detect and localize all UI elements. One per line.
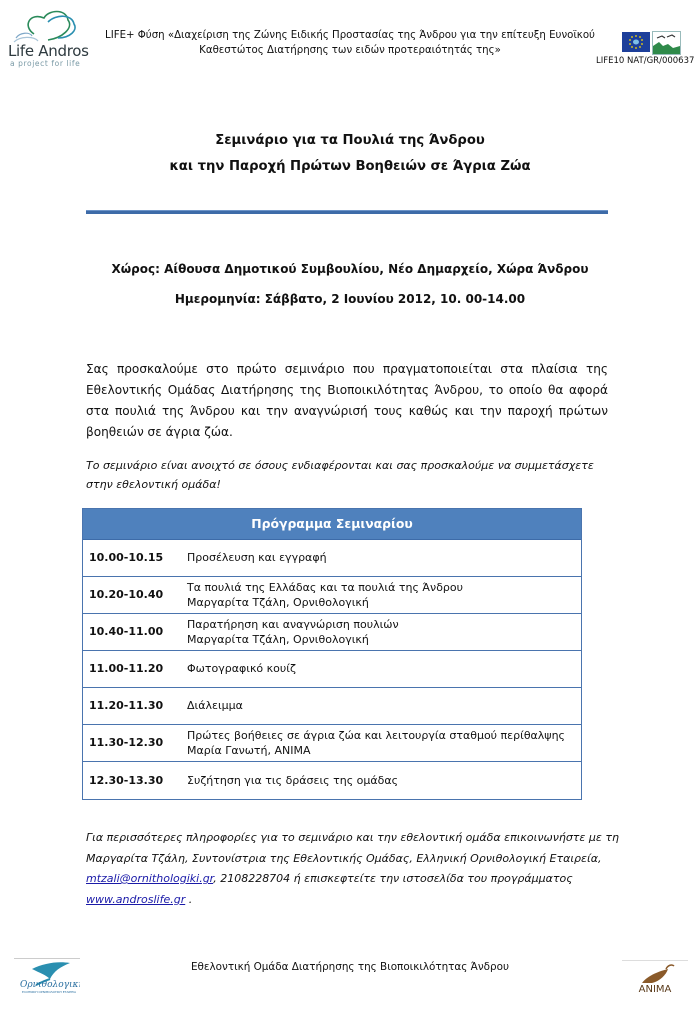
logo-tagline: a project for life: [10, 59, 81, 68]
program-activity: Πρώτες βοήθειες σε άγρια ζώα και λειτουργία σταθμού περίθαλψης: [187, 728, 565, 742]
title-line-1: Σεμινάριο για τα Πουλιά της Άνδρου: [215, 133, 485, 148]
program-description: [187, 728, 581, 759]
program-row: [83, 725, 581, 762]
logo-ornith-sub: ΕΛΛΗΝΙΚΗ ΟΡΝΙΘΟΛΟΓΙΚΗ ΕΤΑΙΡΕΙΑ: [22, 990, 77, 994]
eu-flag-icon: [622, 32, 650, 52]
website-link[interactable]: www.androslife.gr: [86, 892, 186, 906]
contact-text: Για περισσότερες πληροφορίες για το σεμινάριο και την εθελοντική ομάδα επικοινωνήστε με τη Μαργαρίτα Τζάλη, Συντονίστρια της Εθελοντικής Ομάδας, Ελληνική Ορνιθολογική Εταιρεία,: [86, 831, 619, 865]
logo-ornith-name: Ορνιθολογική: [20, 980, 80, 990]
venue-text: Χώρος: Αίθουσα Δημοτικού Συμβουλίου, Νέο Δημαρχείο, Χώρα Άνδρου: [111, 262, 589, 276]
contact-text-2: , 2108228704 ή επισκεφτείτε την ιστοσελίδα του προγράμματος: [213, 872, 573, 885]
program-time: 11.20-11.30: [89, 699, 164, 713]
footer-text: Εθελοντική Ομάδα Διατήρησης της Βιοποικιλότητας Άνδρου: [190, 961, 510, 973]
anima-name: ANIMA: [638, 984, 672, 995]
program-description: [187, 580, 581, 611]
header-line-2: Καθεστώτος Διατήρησης των ειδών προτεραιότητάς της»: [199, 45, 501, 56]
program-row: [83, 651, 581, 688]
program-row: [83, 577, 581, 614]
program-description: [187, 698, 581, 714]
email-link[interactable]: mtzali@ornithologiki.gr: [86, 872, 214, 885]
program-table: [82, 508, 582, 800]
funding-logos: [622, 30, 682, 54]
intro-paragraph: Σας προσκαλούμε στο πρώτο σεμινάριο που πραγματοποιείται στα πλαίσια της Εθελοντικής Ομάδας Διατήρησης της Βιοποικιλότητας Άνδρου, το οποίο θα αφορά στα πουλιά της Άνδρου και την αναγνώρισή τους καθώς και την παροχή πρώτων βοηθειών σε άγρια ζώα.: [86, 362, 608, 439]
title-divider: [86, 210, 608, 214]
ornithologiki-logo: [14, 958, 80, 995]
program-table-body: [83, 540, 581, 799]
program-time: 10.00-10.15: [89, 551, 164, 565]
title-line-2: και την Παροχή Πρώτων Βοηθειών σε Άγρια Ζώα: [169, 159, 531, 174]
program-activity: Συζήτηση για τις δράσεις της ομάδας: [187, 773, 399, 787]
page-title: [100, 128, 600, 180]
program-time: 11.30-12.30: [89, 736, 164, 750]
project-header-title: [100, 28, 600, 58]
logo-name: Life Andros: [8, 42, 89, 60]
date-text: Ημερομηνία: Σάββατο, 2 Ιουνίου 2012, 10. 00-14.00: [174, 292, 526, 306]
program-time: 12.30-13.30: [89, 773, 164, 787]
anima-bird-icon: [622, 961, 688, 995]
program-row: [83, 688, 581, 725]
program-description: [187, 661, 581, 677]
program-speaker: Μαρία Γανωτή, ANIMA: [187, 744, 311, 757]
program-activity: Φωτογραφικό κουίζ: [187, 662, 296, 676]
program-table-heading: Πρόγραμμα Σεμιναρίου: [83, 509, 581, 540]
program-description: [187, 550, 581, 566]
program-activity: Παρατήρηση και αναγνώριση πουλιών: [187, 617, 399, 631]
invite-paragraph: Το σεμινάριο είναι ανοιχτό σε όσους ενδιαφέρονται και σας προσκαλούμε να συμμετάσχετε στην εθελοντική ομάδα!: [86, 459, 594, 491]
program-row: [83, 540, 581, 577]
program-activity: Προσέλευση και εγγραφή: [187, 551, 327, 565]
program-speaker: Μαργαρίτα Τζάλη, Ορνιθολογική: [187, 633, 369, 646]
contact-paragraph: [86, 828, 626, 910]
program-row: [83, 614, 581, 651]
contact-text-end: .: [185, 892, 193, 906]
header-line-1: LIFE+ Φύση «Διαχείριση της Ζώνης Ειδικής Προστασίας της Άνδρου για την επίτευξη Ευνοϊκού: [105, 30, 595, 41]
program-speaker: Μαργαρίτα Τζάλη, Ορνιθολογική: [187, 596, 369, 609]
program-time: 10.40-11.00: [89, 625, 164, 639]
program-description: [187, 773, 581, 789]
program-description: [187, 617, 581, 648]
heart-cloud-icon: [12, 8, 92, 44]
program-row: [83, 762, 581, 799]
life-andros-logo: [6, 6, 96, 66]
program-activity: Διάλειμμα: [187, 699, 243, 713]
natura-2000-icon: [652, 31, 681, 55]
swallow-bird-icon: [14, 959, 80, 995]
project-code: LIFE10 NAT/GR/000637: [596, 56, 695, 66]
anima-logo: [622, 960, 688, 995]
program-time: 11.00-11.20: [89, 662, 164, 676]
program-activity: Τα πουλιά της Ελλάδας και τα πουλιά της Άνδρου: [187, 580, 463, 594]
program-time: 10.20-10.40: [89, 588, 164, 602]
